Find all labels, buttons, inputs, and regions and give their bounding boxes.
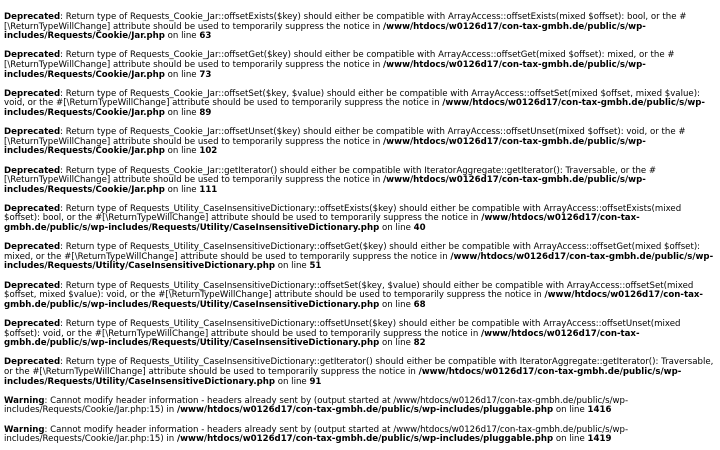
notice-on-line: on line <box>164 146 200 157</box>
notice-line-number: 89 <box>199 107 212 118</box>
notice-file: /www/htdocs/w0126d17/con-tax-gmbh.de/public/s/wp-includes/Requests/Cookie/Jar.php <box>4 21 646 42</box>
php-notice <box>4 13 716 42</box>
notice-file: /www/htdocs/w0126d17/con-tax-gmbh.de/public/s/wp-includes/Requests/Utility/CaseInsensitiveDictionary.php <box>4 213 640 234</box>
notice-file: /www/htdocs/w0126d17/con-tax-gmbh.de/public/s/wp-includes/Requests/Cookie/Jar.php <box>4 98 705 118</box>
notice-message: : Cannot modify header information - headers already sent by (output started at /www/htdocs/w0126d17/con-tax-gmbh.de/public/s/wp-includes/Requests/Cookie/Jar.php:15) in <box>4 424 629 445</box>
notice-message: : Return type of Requests_Utility_CaseInsensitiveDictionary::offsetSet($key, $value) should either be compatible with ArrayAccess::offsetSet(mixed $offset, mixed $value): void, or the #[\ReturnTypeWillChange] attribute should be used to temporarily suppress the notice in <box>4 280 694 301</box>
notice-on-line: on line <box>379 338 414 349</box>
notice-level: Deprecated <box>4 357 61 368</box>
notice-level: Warning <box>4 424 45 435</box>
notice-message: : Return type of Requests_Utility_CaseInsensitiveDictionary::offsetUnset($key) should either be compatible with ArrayAccess::offsetUnset(mixed $offset): void, or the #[\ReturnTypeWillChange] attribute should be used to temporarily suppress the notice in <box>4 319 681 339</box>
notice-line-number: 1416 <box>587 405 612 416</box>
php-notice <box>4 397 716 416</box>
notice-file: /www/htdocs/w0126d17/con-tax-gmbh.de/public/s/wp-includes/Requests/Utility/CaseInsensitiveDictionary.php <box>4 366 682 387</box>
php-notice <box>4 358 716 387</box>
notice-on-line: on line <box>275 376 310 387</box>
notice-level: Deprecated <box>4 88 61 99</box>
php-notice <box>4 426 716 445</box>
notice-level: Deprecated <box>4 242 61 253</box>
notice-line-number: 111 <box>199 184 218 195</box>
notice-message: : Return type of Requests_Utility_CaseInsensitiveDictionary::getIterator() should either be compatible with IteratorAggregate::getIterator(): Traversable, or the #[\ReturnTypeWillChange] attribute should be used to temporarily suppress the notice in <box>4 357 714 377</box>
notice-on-line: on line <box>379 223 414 234</box>
notice-level: Deprecated <box>4 12 61 22</box>
notice-message: : Return type of Requests_Cookie_Jar::getIterator() should either be compatible with IteratorAggregate::getIterator(): Traversable, or the #[\ReturnTypeWillChange] attribute should be used to temporarily suppress the notice in <box>4 165 657 186</box>
notice-line-number: 73 <box>199 69 212 80</box>
notice-file: /www/htdocs/w0126d17/con-tax-gmbh.de/public/s/wp-includes/Requests/Cookie/Jar.php <box>4 175 646 195</box>
php-notice <box>4 90 716 119</box>
notice-file: /www/htdocs/w0126d17/con-tax-gmbh.de/public/s/wp-includes/Requests/Utility/CaseInsensitiveDictionary.php <box>4 251 714 272</box>
php-notice <box>4 320 716 349</box>
notice-level: Deprecated <box>4 319 61 329</box>
notice-level: Deprecated <box>4 165 61 176</box>
php-notice <box>4 128 716 157</box>
notice-line-number: 68 <box>413 299 426 310</box>
notice-line-number: 40 <box>413 223 426 234</box>
notice-on-line: on line <box>275 261 310 272</box>
notice-line-number: 91 <box>309 376 322 387</box>
notice-message: : Return type of Requests_Cookie_Jar::offsetExists($key) should either be compatible with ArrayAccess::offsetExists(mixed $offset): bool, or the #[\ReturnTypeWillChange] attribute should be used to temporarily suppress the notice in <box>4 12 687 32</box>
php-notice <box>4 167 716 196</box>
notice-on-line: on line <box>164 31 200 42</box>
php-notice <box>4 51 716 80</box>
notice-line-number: 82 <box>413 338 426 349</box>
notice-on-line: on line <box>164 69 200 80</box>
notice-message: : Cannot modify header information - headers already sent by (output started at /www/htdocs/w0126d17/con-tax-gmbh.de/public/s/wp-includes/Requests/Cookie/Jar.php:15) in <box>4 395 629 416</box>
notice-file: /www/htdocs/w0126d17/con-tax-gmbh.de/public/s/wp-includes/Requests/Cookie/Jar.php <box>4 136 646 157</box>
notice-level: Deprecated <box>4 280 61 291</box>
notice-message: : Return type of Requests_Cookie_Jar::offsetUnset($key) should either be compatible with ArrayAccess::offsetUnset(mixed $offset): void, or the #[\ReturnTypeWillChange] attribute should be used to temporarily suppress the notice in <box>4 127 686 147</box>
notice-on-line: on line <box>379 299 414 310</box>
notice-level: Deprecated <box>4 127 61 138</box>
php-notice <box>4 243 716 272</box>
notice-on-line: on line <box>164 107 200 118</box>
php-notice <box>4 282 716 311</box>
notice-on-line: on line <box>164 184 200 195</box>
notice-level: Deprecated <box>4 50 61 61</box>
notice-file: /www/htdocs/w0126d17/con-tax-gmbh.de/public/s/wp-includes/Requests/Utility/CaseInsensitiveDictionary.php <box>4 328 640 349</box>
notice-file: /www/htdocs/w0126d17/con-tax-gmbh.de/public/s/wp-includes/pluggable.php <box>176 405 554 416</box>
notice-line-number: 102 <box>199 146 218 157</box>
notice-file: /www/htdocs/w0126d17/con-tax-gmbh.de/public/s/wp-includes/pluggable.php <box>176 434 554 445</box>
notice-message: : Return type of Requests_Utility_CaseInsensitiveDictionary::offsetGet($key) should either be compatible with ArrayAccess::offsetGet(mixed $offset): mixed, or the #[\ReturnTypeWillChange] attribute should be used to temporarily suppress the notice in <box>4 242 701 262</box>
notice-line-number: 51 <box>309 261 322 272</box>
notice-on-line: on line <box>553 434 588 445</box>
notice-on-line: on line <box>553 405 588 416</box>
notice-level: Deprecated <box>4 203 61 214</box>
notice-message: : Return type of Requests_Cookie_Jar::offsetSet($key, $value) should either be compatible with ArrayAccess::offsetSet(mixed $offset, mixed $value): void, or the #[\ReturnTypeWillChange] attribute should be used to temporarily suppress the notice in <box>4 88 700 109</box>
notice-file: /www/htdocs/w0126d17/con-tax-gmbh.de/public/s/wp-includes/Requests/Cookie/Jar.php <box>4 59 646 80</box>
notice-file: /www/htdocs/w0126d17/con-tax-gmbh.de/public/s/wp-includes/Requests/Utility/CaseInsensitiveDictionary.php <box>4 290 703 310</box>
notice-level: Warning <box>4 395 45 406</box>
notice-line-number: 63 <box>199 31 212 42</box>
notice-message: : Return type of Requests_Utility_CaseInsensitiveDictionary::offsetExists($key) should either be compatible with ArrayAccess::offsetExists(mixed $offset): bool, or the #[\ReturnTypeWillChange] attribute should be used to temporarily suppress the notice in <box>4 203 682 224</box>
notice-message: : Return type of Requests_Cookie_Jar::offsetGet($key) should either be compatible with ArrayAccess::offsetGet(mixed $offset): mixed, or the #[\ReturnTypeWillChange] attribute should be used to temporarily suppress the notice in <box>4 50 675 70</box>
notice-line-number: 1419 <box>587 434 612 445</box>
php-notice <box>4 205 716 234</box>
